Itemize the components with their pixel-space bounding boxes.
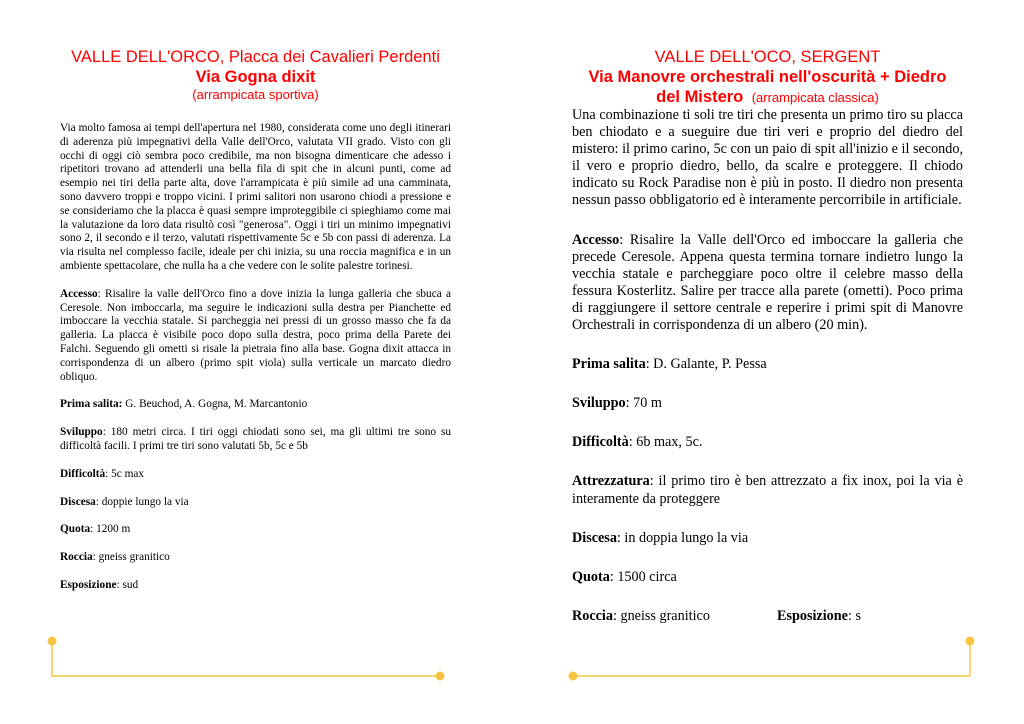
- field-label: Roccia: [572, 607, 613, 624]
- field-value: : 70 m: [625, 395, 662, 412]
- field-label: Prima salita:: [60, 398, 123, 411]
- left-bracket-ornament: [48, 637, 445, 681]
- field-label: Prima salita: [572, 356, 646, 373]
- field-value: G. Beuchod, A. Gogna, M. Marcantonio: [122, 398, 308, 411]
- field-value: : il primo tiro è ben attrezzato a fix inox, poi la via è interamente da proteggere: [572, 473, 963, 507]
- field-label: Sviluppo: [60, 426, 103, 439]
- left-climb-style: (arrampicata sportiva): [192, 87, 319, 102]
- right-climb-style: (arrampicata classica): [751, 90, 879, 105]
- field-label: Sviluppo: [572, 395, 626, 412]
- field-label: Esposizione: [60, 578, 117, 591]
- right-bracket-ornament: [569, 637, 975, 681]
- field-value: : doppie lungo la via: [95, 495, 189, 508]
- field-value: : Risalire la valle dell'Orco fino a dove inizia la lunga galleria che sbuca a Ceresole. Non imboccarla, ma seguire le indicazioni sulla destra per Pianchette ed imboccare la vecchia statale. Si parcheggia nei pressi di un grosso masso che fa da galleria. La placca è visibile poco dopo sulla destra, poco prima della Parete dei Falchi. Seguendo gli ometti si risale la pietraia fino alla base. Gogna dixit attacca in corrispondenza di un albero (primo spit viola) sulla verticale un marcato diedro obliquo.: [60, 287, 451, 383]
- left-title: VALLE DELL'ORCO, Placca dei Cavalieri Perdenti: [71, 48, 440, 66]
- field-value: : gneiss granitico: [92, 551, 170, 564]
- field-label: Quota: [572, 568, 610, 585]
- right-description: Una combinazione ti soli tre tiri che presenta un primo tiro su placca ben chiodato e a sueguire due tiri veri e proprio del diedro del mistero: il primo carino, 5c con un paio di spit all'inizio e il secondo, il vero e proprio diedro, bello, da scalre e proteggere. Il chiodo indicato su Rock Paradise non è più in posto. Il diedro non presenta nessun passo obbligatorio ed è interamente percorribile in artificiale.: [572, 107, 963, 209]
- field-label: Discesa: [572, 529, 617, 546]
- field-label: Difficoltà: [572, 434, 629, 451]
- field-value: : 180 metri circa. I tiri oggi chiodati sono sei, ma gli ultimi tre sono su difficoltà facili. I primi tre tiri sono valutati 5b, 5c e 5b: [60, 426, 451, 452]
- field-label: Accesso: [572, 231, 620, 248]
- field-value: : 6b max, 5c.: [628, 434, 703, 451]
- field-label: Difficoltà: [60, 467, 106, 480]
- field-value: : 1200 m: [90, 523, 131, 536]
- field-label: Discesa: [60, 495, 96, 508]
- left-description: Via molto famosa ai tempi dell'apertura nel 1980, considerata come uno degli itinerari di aderenza più impegnativi della Valle dell'Orco, valutata VII grado. Visto con gli occhi di oggi ciò sembra poco credibile, ma non bisogna dimenticare che adesso i ripetitori trovano ad attenderli una bella fila di spit che in alcuni punti, come ad esempio nei tiri della parte alta, dove l'arrampicata è più simile ad una camminata, sono davvero troppi e troppo vicini. I primi salitori non usarono chiodi a pressione e se consideriamo che la placca è quasi sempre improteggibile ci spieghiamo come mai la valutazione da loro data risultò così "generosa". Oggi i tiri un minimo impegnativi sono 2, il secondo e il terzo, valutati rispettivamente 5c e 5b con passi di aderenza. La via risulta nel complesso facile, ideale per chi inizia, su una roccia magnifica e in un ambiente spettacolare, che nulla ha a che vedere con le solite palestre torinesi.: [60, 122, 451, 272]
- right-route-name-line1: Via Manovre orchestrali nell'oscurità + Diedro: [588, 68, 947, 86]
- field-label: Accesso: [60, 287, 98, 300]
- field-value: : 1500 circa: [609, 568, 677, 585]
- field-label: Attrezzatura: [572, 473, 650, 490]
- right-route-name-line2: del Mistero: [656, 88, 744, 106]
- field-value: : D. Galante, P. Pessa: [645, 356, 767, 373]
- right-title: VALLE DELL'OCO, SERGENT: [654, 48, 881, 66]
- field-label: Quota: [60, 523, 91, 536]
- field-value: : 5c max: [105, 467, 145, 480]
- field-value: : Risalire la Valle dell'Orco ed imboccare la galleria che precede Ceresole. Appena questa termina tornare indietro lungo la vecchia statale e parcheggiare poco oltre il celebre masso della fessura Kosterlitz. Salire per tracce alla parete (ometti). Poco prima di raggiungere il settore centrale e reperire i primi spit di Manovre Orchestrali in corrispondenza di un albero (20 min).: [572, 231, 963, 334]
- field-value: : s: [847, 607, 861, 624]
- field-label: Esposizione: [777, 607, 848, 624]
- field-value: : sud: [116, 578, 139, 591]
- left-route-name: Via Gogna dixit: [195, 68, 316, 86]
- field-value: : in doppia lungo la via: [616, 529, 749, 546]
- field-value: : gneiss granitico: [612, 607, 710, 624]
- field-label: Roccia: [60, 551, 93, 564]
